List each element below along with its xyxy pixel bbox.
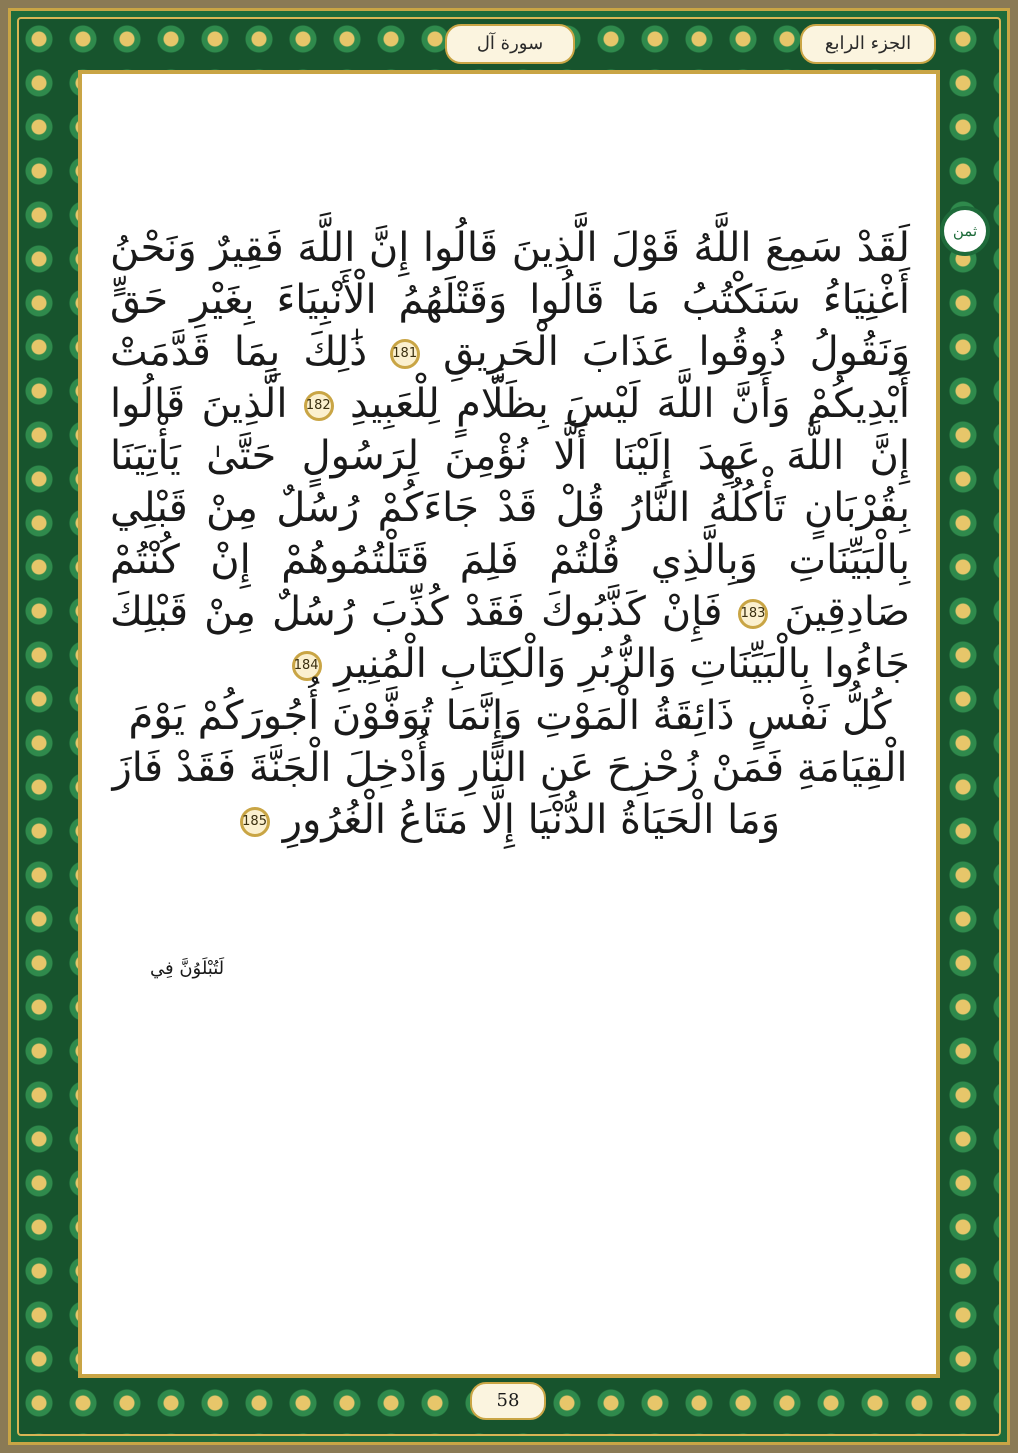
surah-name-label: سورة آل [445,24,575,64]
page-number: 58 [470,1382,546,1420]
verse-number-182: 182 [304,391,334,421]
verse-text-185: كُلُّ نَفْسٍ ذَائِقَةُ الْمَوْتِ وَإِنَّمَا تُوَفَّوْنَ أُجُورَكُمْ يَوْمَ الْقِيَامَةِ فَمَنْ زُحْزِحَ عَنِ النَّارِ وَأُدْخِلَ الْجَنَّةَ فَقَدْ فَازَ وَمَا الْحَيَاةُ الدُّنْيَا إِلَّا مَتَاعُ الْغُرُورِ [112,693,908,843]
verse-number-185: 185 [240,807,270,837]
verse-text-182: ذَٰلِكَ بِمَا قَدَّمَتْ أَيْدِيكُمْ وَأَنَّ اللَّهَ لَيْسَ بِظَلَّامٍ لِلْعَبِيدِ [110,329,910,427]
verse-text-181: لَقَدْ سَمِعَ اللَّهُ قَوْلَ الَّذِينَ قَالُوا إِنَّ اللَّهَ فَقِيرٌ وَنَحْنُ أَغْنِيَاءُ سَنَكْتُبُ مَا قَالُوا وَقَتْلَهُمُ الْأَنْبِيَاءَ بِغَيْرِ حَقٍّ وَنَقُولُ ذُوقُوا عَذَابَ الْحَرِيقِ [110,225,911,375]
thumn-marker: ثمن [940,206,990,256]
verse-text [110,222,910,846]
verse-text-183: الَّذِينَ قَالُوا إِنَّ اللَّهَ عَهِدَ إِلَيْنَا أَلَّا نُؤْمِنَ لِرَسُولٍ حَتَّىٰ يَأْتِيَنَا بِقُرْبَانٍ تَأْكُلُهُ النَّارُ قُلْ قَدْ جَاءَكُمْ رُسُلٌ مِنْ قَبْلِي بِالْبَيِّنَاتِ وَبِالَّذِي قُلْتُمْ فَلِمَ قَتَلْتُمُوهُمْ إِنْ كُنْتُمْ صَادِقِينَ [110,381,911,635]
verse-number-181: 181 [390,339,420,369]
verse-number-184: 184 [292,651,322,681]
verse-text-184: فَإِنْ كَذَّبُوكَ فَقَدْ كُذِّبَ رُسُلٌ مِنْ قَبْلِكَ جَاءُوا بِالْبَيِّنَاتِ وَالزُّبُرِ وَالْكِتَابِ الْمُنِيرِ [110,589,910,687]
catchword: لَتُبْلَوُنَّ فِي [150,958,225,979]
juz-label: الجزء الرابع [800,24,936,64]
verse-number-183: 183 [738,599,768,629]
